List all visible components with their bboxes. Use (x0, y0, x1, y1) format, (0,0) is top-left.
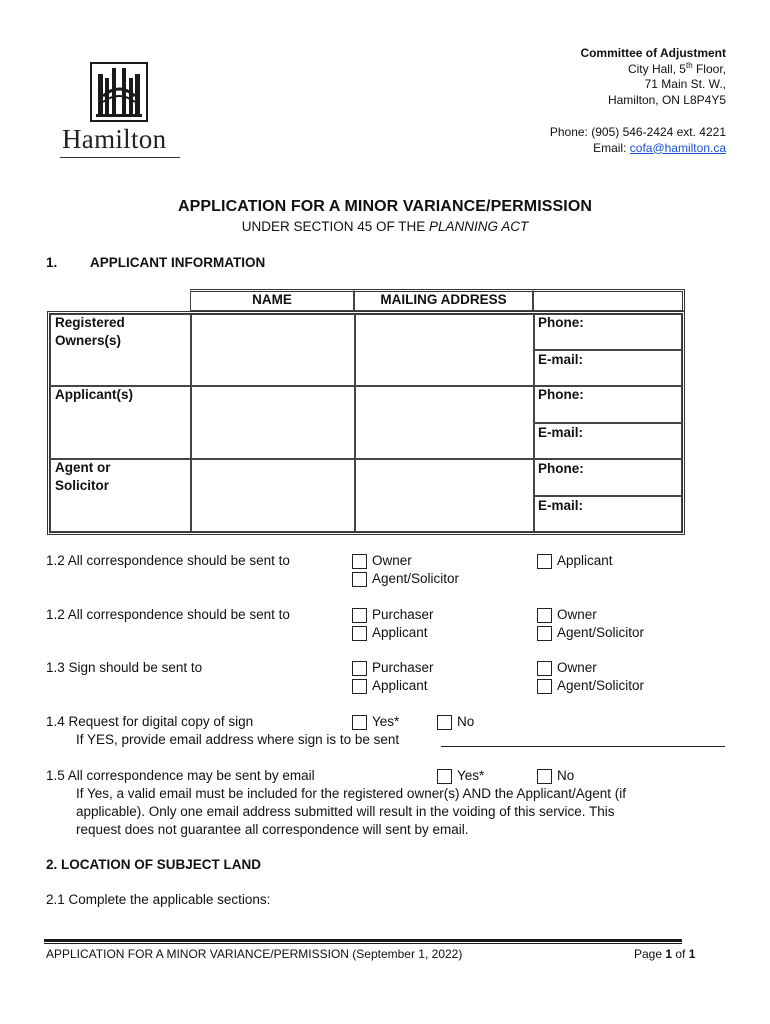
sign-email-input-line[interactable] (441, 746, 725, 747)
footer-rule (44, 939, 682, 942)
q1-4-no-label: No (457, 714, 475, 729)
applicant-email-label: E-mail: (538, 425, 584, 440)
q1-3-owner-checkbox[interactable] (537, 661, 552, 676)
hamilton-logo-mark (90, 62, 148, 122)
q1-2b-owner-checkbox[interactable] (537, 608, 552, 623)
q1-3-agent-label: Agent/Solicitor (557, 678, 645, 693)
name-column-header: NAME (252, 292, 292, 307)
owner-name-field[interactable] (191, 314, 355, 386)
owner-email-label: E-mail: (538, 352, 584, 367)
q1-2a-owner-checkbox[interactable] (352, 554, 367, 569)
owner-address-field[interactable] (355, 314, 534, 386)
q1-4-label: 1.4 Request for digital copy of sign (46, 714, 254, 729)
q1-2b-agent-label: Agent/Solicitor (557, 625, 645, 640)
agent-email-label: E-mail: (538, 498, 584, 513)
q1-2b-purchaser-checkbox[interactable] (352, 608, 367, 623)
agent-label: Agent or Solicitor (55, 460, 111, 493)
q1-3-label: 1.3 Sign should be sent to (46, 660, 203, 675)
q1-2a-agent-label: Agent/Solicitor (372, 571, 460, 586)
applicant-name-field[interactable] (191, 386, 355, 459)
q1-5-no-checkbox[interactable] (537, 769, 552, 784)
footer-rule-thin (44, 943, 682, 944)
office-name: Committee of Adjustment (580, 46, 726, 60)
q1-2a-applicant-label: Applicant (557, 553, 613, 568)
q1-3-applicant-checkbox[interactable] (352, 679, 367, 694)
q1-2a-owner-label: Owner (372, 553, 412, 568)
q1-2a-label: 1.2 All correspondence should be sent to (46, 553, 290, 568)
q1-2a-agent-checkbox[interactable] (352, 572, 367, 587)
applicant-label: Applicant(s) (55, 387, 134, 402)
address-line-1: City Hall, 5th Floor, (627, 60, 726, 76)
q1-3-purchaser-checkbox[interactable] (352, 661, 367, 676)
address-line-2: 71 Main St. W., (644, 77, 726, 91)
q1-5-note: If Yes, a valid email must be included for the registered owner(s) AND the Applicant/Agent (if applicable). Only one email address submitted will result in the voiding of this service. This request does not guarantee all correspondence will sent by email. (76, 786, 627, 837)
section-2-title: 2. LOCATION OF SUBJECT LAND (46, 857, 262, 872)
office-address-block (550, 46, 726, 156)
q1-2b-owner-label: Owner (557, 607, 597, 622)
q1-4-yes-label: Yes* (372, 714, 400, 729)
applicant-address-field[interactable] (355, 386, 534, 459)
q1-5-yes-checkbox[interactable] (437, 769, 452, 784)
q1-4-yes-checkbox[interactable] (352, 715, 367, 730)
q1-3-purchaser-label: Purchaser (372, 660, 434, 675)
address-line-3: Hamilton, ON L8P4Y5 (607, 92, 726, 107)
logo-underline (60, 157, 180, 158)
q1-3-owner-label: Owner (557, 660, 597, 675)
office-email: Email: cofa@hamilton.ca (593, 140, 726, 155)
section-1-title: APPLICANT INFORMATION (90, 255, 266, 270)
q1-4-followup-label: If YES, provide email address where sign is to be sent (76, 732, 400, 747)
q1-5-no-label: No (557, 768, 575, 783)
agent-phone-label: Phone: (538, 461, 584, 476)
q1-2b-agent-checkbox[interactable] (537, 626, 552, 641)
q1-3-agent-checkbox[interactable] (537, 679, 552, 694)
hamilton-logo-icon (92, 64, 146, 120)
q1-2b-applicant-label: Applicant (372, 625, 428, 640)
q2-1-label: 2.1 Complete the applicable sections: (46, 892, 271, 907)
agent-name-field[interactable] (191, 459, 355, 532)
q1-2b-applicant-checkbox[interactable] (352, 626, 367, 641)
applicant-table (47, 289, 685, 535)
footer-form-name: APPLICATION FOR A MINOR VARIANCE/PERMISSION (September 1, 2022) (46, 947, 463, 961)
hamilton-logo-wordmark: Hamilton (62, 124, 167, 154)
footer-page-number: Page 1 of 1 (634, 947, 696, 961)
section-1-number: 1. (46, 255, 58, 270)
contact-header-cell (533, 289, 685, 311)
q1-5-label: 1.5 All correspondence may be sent by email (46, 768, 315, 783)
q1-2b-purchaser-label: Purchaser (372, 607, 434, 622)
office-phone: Phone: (905) 546-2424 ext. 4221 (549, 125, 726, 139)
form-subtitle: UNDER SECTION 45 OF THE PLANNING ACT (241, 219, 529, 234)
q1-2a-applicant-checkbox[interactable] (537, 554, 552, 569)
q1-4-no-checkbox[interactable] (437, 715, 452, 730)
agent-address-field[interactable] (355, 459, 534, 532)
q1-5-yes-label: Yes* (457, 768, 485, 783)
address-column-header: MAILING ADDRESS (380, 292, 507, 307)
owner-phone-label: Phone: (538, 315, 584, 330)
q1-2b-label: 1.2 All correspondence should be sent to (46, 607, 290, 622)
q1-3-applicant-label: Applicant (372, 678, 428, 693)
email-link[interactable]: cofa@hamilton.ca (629, 140, 726, 155)
form-title: APPLICATION FOR A MINOR VARIANCE/PERMISSION (177, 198, 593, 215)
applicant-phone-label: Phone: (538, 387, 584, 402)
owner-label: Registered Owners(s) (55, 315, 125, 348)
